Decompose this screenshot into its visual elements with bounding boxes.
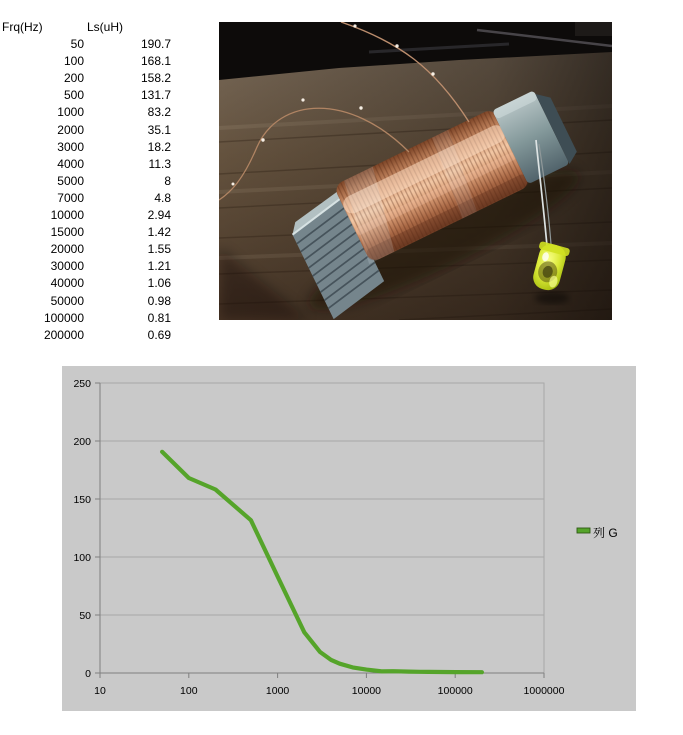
ls-cell: 18.2: [147, 139, 171, 154]
svg-text:250: 250: [73, 378, 91, 390]
ls-cell: 8: [164, 173, 171, 188]
freq-cell: 10000: [50, 208, 84, 223]
table-rows: [0, 36, 171, 344]
table-row: [0, 275, 171, 292]
svg-text:100000: 100000: [437, 685, 473, 697]
freq-cell: 200000: [43, 327, 84, 342]
table-header-row: [0, 19, 171, 36]
freq-cell: 100: [63, 54, 84, 69]
table-row: [0, 241, 171, 258]
table-row: [0, 139, 171, 156]
table-row: [0, 258, 171, 275]
ls-cell: 0.69: [147, 327, 171, 342]
table-row: [0, 87, 171, 104]
freq-cell: 2000: [57, 122, 84, 137]
ls-cell: 158.2: [140, 71, 171, 86]
svg-text:1000000: 1000000: [523, 685, 565, 697]
ls-cell: 4.8: [154, 190, 171, 205]
freq-cell: 50: [70, 37, 84, 52]
svg-text:150: 150: [73, 494, 91, 506]
freq-cell: 200: [63, 71, 84, 86]
table-row: [0, 122, 171, 139]
svg-text:1000: 1000: [265, 685, 290, 697]
svg-text:100: 100: [73, 552, 91, 564]
ls-cell: 2.94: [147, 208, 171, 223]
ls-cell: 1.21: [147, 259, 171, 274]
inductance-chart: [62, 366, 636, 711]
ls-cell: 35.1: [147, 122, 171, 137]
table-row: [0, 207, 171, 224]
plot-area: [73, 378, 564, 697]
freq-cell: 3000: [57, 139, 84, 154]
freq-cell: 50000: [50, 293, 84, 308]
freq-cell: 15000: [50, 225, 84, 240]
table-row: [0, 190, 171, 207]
freq-cell: 100000: [43, 310, 84, 325]
freq-cell: 7000: [57, 190, 84, 205]
ls-cell: 131.7: [140, 88, 171, 103]
table-row: [0, 173, 171, 190]
freq-cell: 500: [63, 88, 84, 103]
ls-cell: 83.2: [147, 105, 171, 120]
ls-cell: 1.55: [147, 242, 171, 257]
ls-cell: 168.1: [140, 54, 171, 69]
freq-cell: 4000: [57, 156, 84, 171]
legend-series-label: 列 G: [593, 526, 618, 540]
svg-text:50: 50: [79, 610, 91, 622]
svg-text:0: 0: [85, 668, 91, 680]
ls-column-header: Ls(uH): [87, 20, 124, 34]
ls-cell: 11.3: [148, 156, 171, 171]
table-row: [0, 224, 171, 241]
ls-cell: 1.42: [147, 225, 171, 240]
freq-cell: 30000: [50, 259, 84, 274]
freq-cell: 40000: [50, 276, 84, 291]
table-row: [0, 327, 171, 344]
table-row: [0, 156, 171, 173]
inductor-photo: [219, 22, 612, 320]
table-row: [0, 36, 171, 53]
svg-text:10: 10: [94, 685, 106, 697]
freq-column-header: Frq(Hz): [2, 20, 43, 34]
ls-cell: 1.06: [147, 276, 171, 291]
freq-cell: 1000: [57, 105, 84, 120]
chart-svg: [62, 366, 636, 711]
frequency-inductance-table: [0, 19, 171, 344]
table-row: [0, 104, 171, 121]
ls-cell: 0.81: [147, 310, 171, 325]
table-row: [0, 310, 171, 327]
freq-cell: 20000: [50, 242, 84, 257]
table-row: [0, 70, 171, 87]
ls-cell: 0.98: [147, 293, 171, 308]
legend-marker-line: [577, 528, 590, 533]
ls-cell: 190.7: [140, 37, 171, 52]
svg-text:10000: 10000: [351, 685, 382, 697]
svg-text:100: 100: [180, 685, 198, 697]
table-row: [0, 53, 171, 70]
svg-text:200: 200: [73, 436, 91, 448]
freq-cell: 5000: [57, 173, 84, 188]
table-row: [0, 293, 171, 310]
